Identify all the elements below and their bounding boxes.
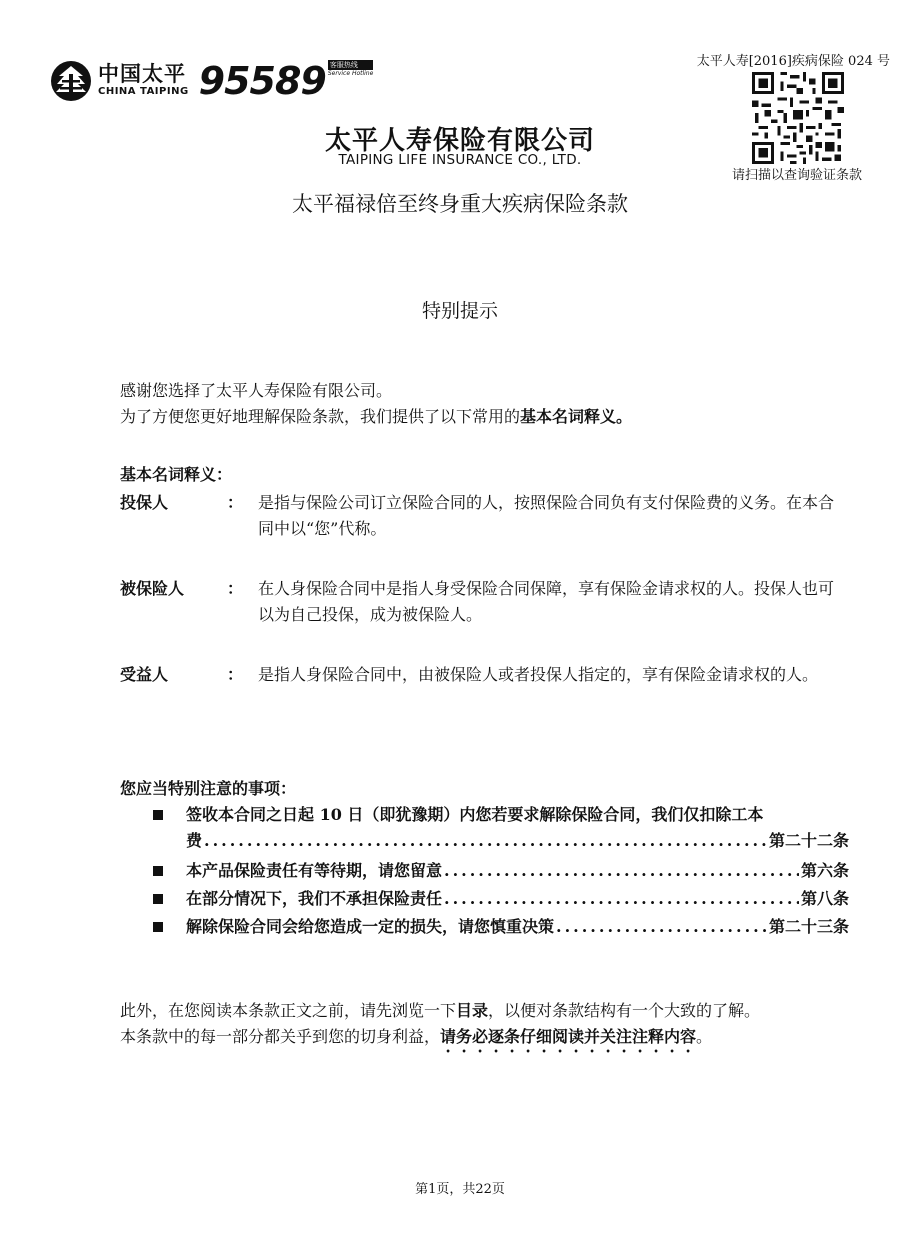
logo-name-cn: 中国太平 bbox=[98, 62, 186, 86]
notice-ref[interactable]: 第二十二条 bbox=[768, 831, 849, 850]
closing-paragraph bbox=[120, 998, 760, 1056]
logo-name-en: CHINA TAIPING bbox=[98, 86, 189, 97]
term-colon: ： bbox=[227, 493, 244, 512]
terms-heading: 基本名词释义： bbox=[120, 465, 233, 484]
document-title: 太平福禄倍至终身重大疾病保险条款 bbox=[292, 192, 628, 216]
square-bullet-icon bbox=[153, 894, 163, 904]
intro-paragraph bbox=[120, 378, 632, 430]
notice-item bbox=[153, 886, 849, 914]
term-policyholder bbox=[120, 490, 850, 544]
intro-line-2-bold: 基本名词释义。 bbox=[520, 407, 633, 426]
term-colon: ： bbox=[227, 665, 244, 684]
term-name: 受益人 bbox=[120, 665, 169, 684]
leader-dots bbox=[444, 858, 799, 884]
closing-text: 此外，在您阅读本条款正文之前，请先浏览一下 bbox=[120, 1001, 457, 1020]
notice-ref[interactable]: 第二十三条 bbox=[768, 917, 849, 936]
notice-ref[interactable]: 第六条 bbox=[800, 861, 849, 880]
closing-line-2 bbox=[120, 1024, 760, 1056]
closing-text: 本条款中的每一部分都关乎到您的切身利益， bbox=[120, 1027, 441, 1046]
notice-item bbox=[153, 858, 849, 886]
hotline-badge-cn: 客服热线 bbox=[328, 60, 373, 70]
emphasis-text: 请务必逐条仔细阅读并关注注释内容 bbox=[440, 1027, 697, 1046]
qr-caption: 请扫描以查询验证条款 bbox=[731, 168, 862, 183]
notice-heading: 您应当特别注意的事项： bbox=[120, 779, 297, 798]
notice-ref[interactable]: 第八条 bbox=[800, 889, 849, 908]
taiping-emblem-icon bbox=[50, 60, 92, 102]
logo-text bbox=[98, 63, 189, 99]
closing-line-1 bbox=[120, 998, 760, 1024]
leader-dots bbox=[444, 886, 799, 912]
square-bullet-icon bbox=[153, 810, 163, 820]
section-title: 特别提示 bbox=[421, 300, 498, 322]
document-code: 太平人寿[2016]疾病保险 024 号 bbox=[696, 54, 890, 69]
hotline-number: 95589 bbox=[198, 59, 326, 103]
square-bullet-icon bbox=[153, 866, 163, 876]
notice-text: 本产品保险责任有等待期，请您留意 bbox=[186, 861, 443, 880]
company-name-cn: 太平人寿保险有限公司 bbox=[324, 126, 595, 156]
company-name-en: TAIPING LIFE INSURANCE CO., LTD. bbox=[338, 152, 582, 168]
hotline-badge bbox=[328, 60, 373, 78]
notice-text: 签收本合同之日起 10 日（即犹豫期）内您若要求解除保险合同，我们仅扣除工本 bbox=[186, 805, 764, 824]
notice-text-cont: 费 bbox=[186, 831, 203, 850]
toc-reference[interactable]: 目录 bbox=[456, 1001, 489, 1020]
intro-line-1: 感谢您选择了太平人寿保险有限公司。 bbox=[120, 381, 393, 400]
notice-text: 解除保险合同会给您造成一定的损失，请您慎重决策 bbox=[186, 917, 555, 936]
hotline-badge-en: Service Hotline bbox=[327, 70, 374, 77]
notice-item bbox=[153, 802, 849, 856]
term-colon: ： bbox=[227, 579, 244, 598]
leader-dots bbox=[204, 828, 767, 854]
term-definition: 是指与保险公司订立保险合同的人，按照保险合同负有支付保险费的义务。在本合同中以“您”代称。 bbox=[258, 493, 835, 538]
term-definition: 是指人身保险合同中，由被保险人或者投保人指定的，享有保险金请求权的人。 bbox=[258, 665, 819, 684]
leader-dots bbox=[556, 914, 767, 940]
notice-item bbox=[153, 914, 849, 942]
term-name: 投保人 bbox=[120, 493, 169, 512]
notice-text: 在部分情况下，我们不承担保险责任 bbox=[186, 889, 443, 908]
term-insured bbox=[120, 576, 850, 630]
page-footer: 第1页，共22页 bbox=[415, 1182, 505, 1197]
closing-text: 。 bbox=[696, 1027, 713, 1046]
intro-line-2-text: 为了方便您更好地理解保险条款，我们提供了以下常用的 bbox=[120, 407, 521, 426]
term-definition: 在人身保险合同中是指人身受保险合同保障，享有保险金请求权的人。投保人也可以为自己投保，成为被保险人。 bbox=[258, 579, 835, 624]
term-name: 被保险人 bbox=[120, 579, 185, 598]
intro-line-2 bbox=[120, 404, 632, 430]
company-logo bbox=[50, 56, 373, 106]
closing-text: ，以便对条款结构有一个大致的了解。 bbox=[488, 1001, 761, 1020]
term-beneficiary bbox=[120, 662, 850, 716]
square-bullet-icon bbox=[153, 922, 163, 932]
